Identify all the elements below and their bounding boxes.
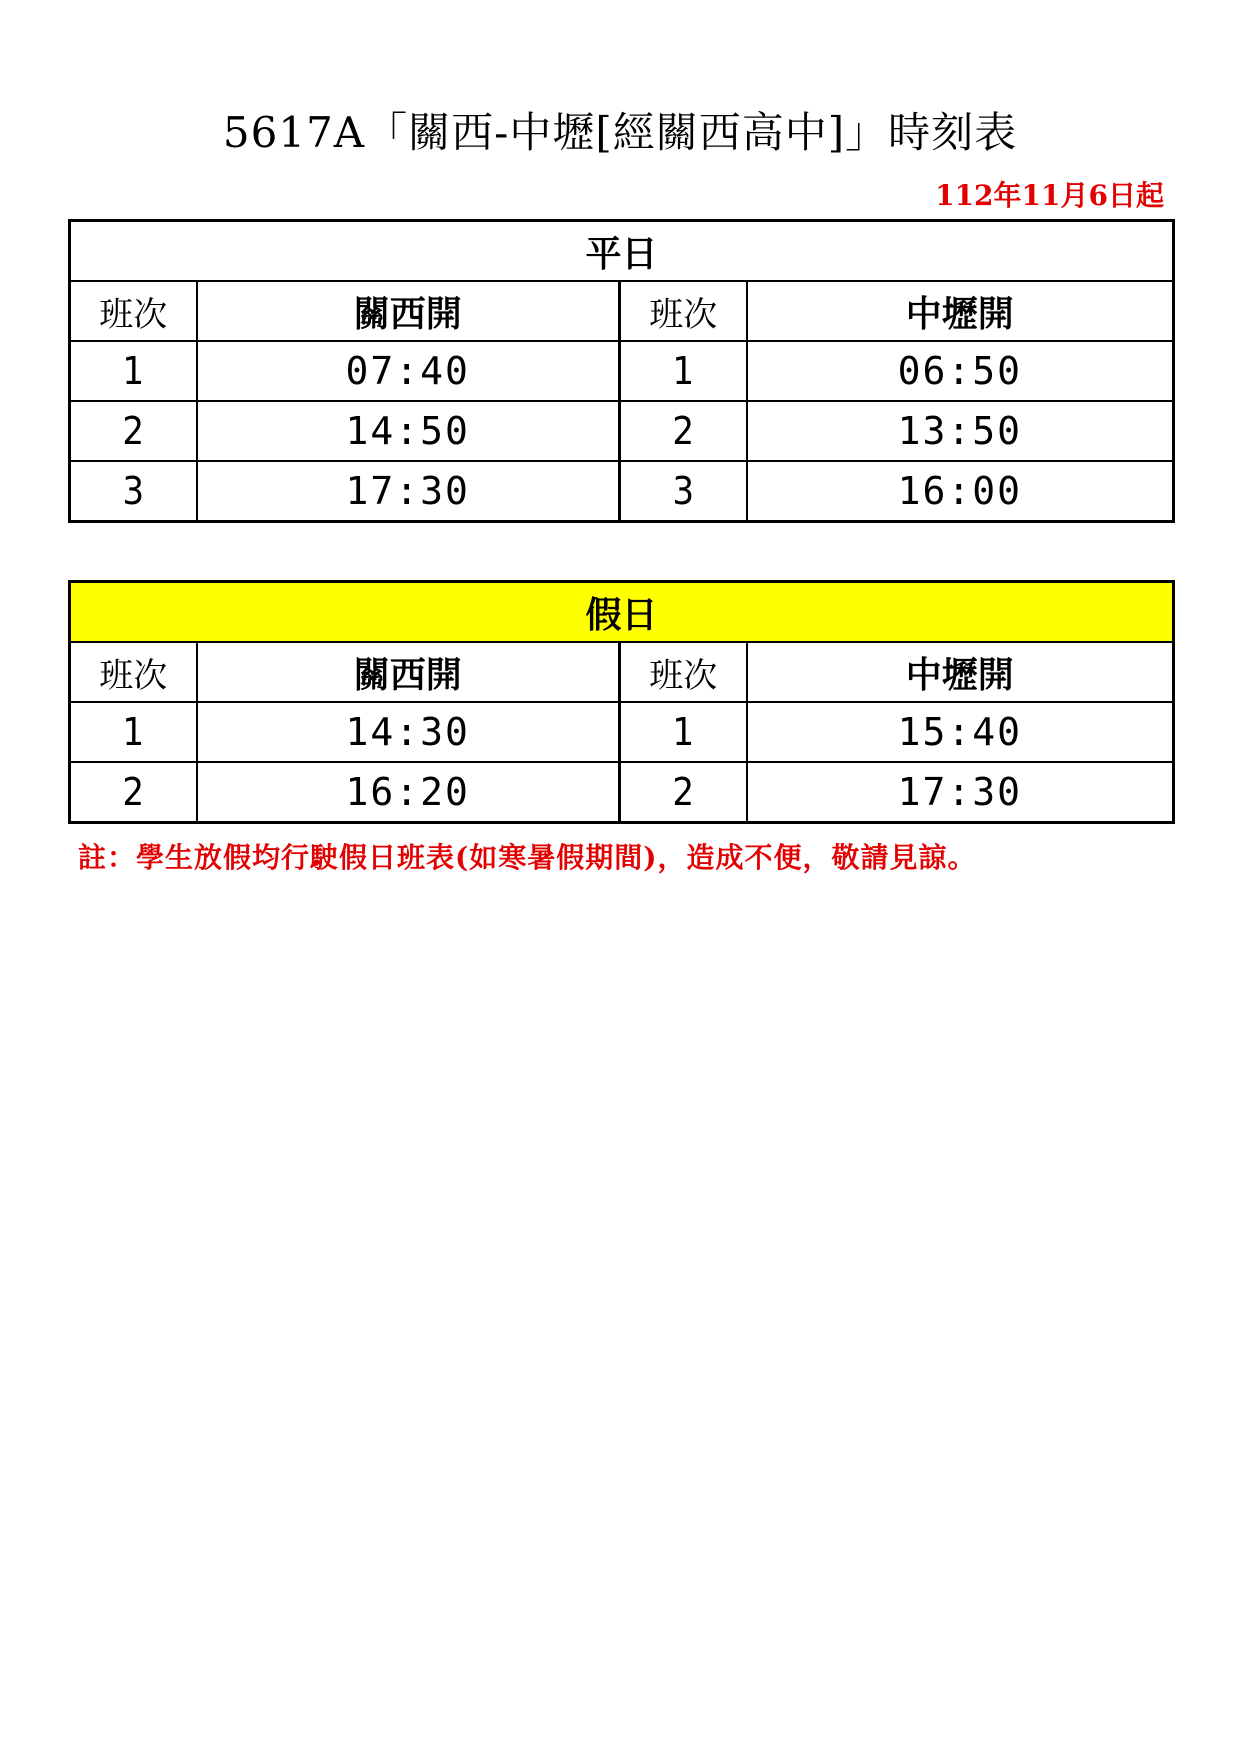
holiday-zhongli-time: 15:40 xyxy=(747,702,1174,762)
weekday-run-number: 3 xyxy=(620,461,747,522)
weekday-col-zhongli-departure: 中壢開 xyxy=(747,281,1174,341)
weekday-run-number: 2 xyxy=(70,401,197,461)
weekday-col-run-zhongli: 班次 xyxy=(620,281,747,341)
weekday-col-run-guanxi: 班次 xyxy=(70,281,197,341)
notice-text: 註：學生放假均行駛假日班表(如寒暑假期間)，造成不便，敬請見諒。 xyxy=(78,841,977,874)
table-row xyxy=(70,401,1174,461)
table-row xyxy=(70,702,1174,762)
weekday-zhongli-time: 16:00 xyxy=(747,461,1174,522)
table-row xyxy=(70,461,1174,522)
weekday-col-guanxi-departure: 關西開 xyxy=(197,281,620,341)
weekday-run-number: 1 xyxy=(70,341,197,401)
holiday-col-run-guanxi: 班次 xyxy=(70,642,197,702)
weekday-zhongli-time: 06:50 xyxy=(747,341,1174,401)
holiday-run-number: 1 xyxy=(70,702,197,762)
weekday-run-number: 1 xyxy=(620,341,747,401)
holiday-col-guanxi-departure: 關西開 xyxy=(197,642,620,702)
weekday-run-number: 2 xyxy=(620,401,747,461)
weekday-guanxi-time: 14:50 xyxy=(197,401,620,461)
holiday-guanxi-time: 16:20 xyxy=(197,762,620,823)
holiday-run-number: 2 xyxy=(620,762,747,823)
holiday-run-number: 2 xyxy=(70,762,197,823)
table-row xyxy=(70,341,1174,401)
page-title: 5617A「關西-中壢[經關西高中]」時刻表 xyxy=(222,108,1018,157)
weekday-guanxi-time: 17:30 xyxy=(197,461,620,522)
holiday-col-zhongli-departure: 中壢開 xyxy=(747,642,1174,702)
holiday-zhongli-time: 17:30 xyxy=(747,762,1174,823)
holiday-guanxi-time: 14:30 xyxy=(197,702,620,762)
table-row xyxy=(70,762,1174,823)
holiday-schedule-table xyxy=(68,580,1175,824)
effective-date: 112年11月6日起 xyxy=(935,179,1164,212)
holiday-section-title: 假日 xyxy=(70,582,1174,643)
weekday-guanxi-time: 07:40 xyxy=(197,341,620,401)
weekday-run-number: 3 xyxy=(70,461,197,522)
holiday-col-run-zhongli: 班次 xyxy=(620,642,747,702)
weekday-schedule-table xyxy=(68,219,1175,523)
weekday-zhongli-time: 13:50 xyxy=(747,401,1174,461)
holiday-run-number: 1 xyxy=(620,702,747,762)
weekday-section-title: 平日 xyxy=(70,221,1174,282)
